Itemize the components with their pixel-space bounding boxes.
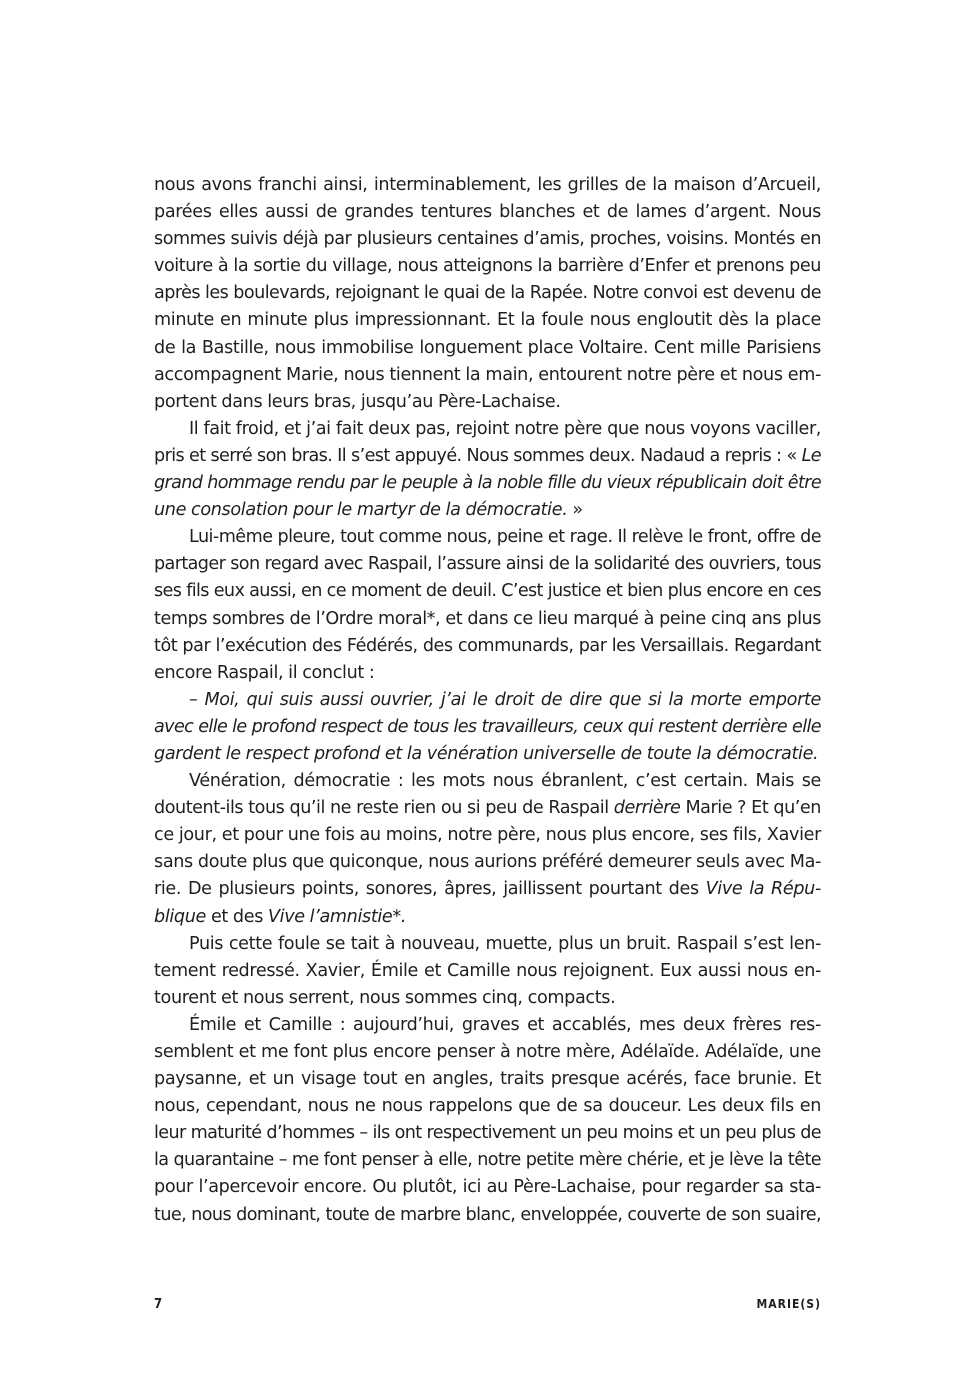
text-line bbox=[154, 470, 821, 497]
text-run: tue, nous dominant, toute de marbre blanc, enveloppée, couverte de son suaire, bbox=[154, 1204, 821, 1225]
text-run: leur maturité d’hommes – ils ont respectivement un peu moins et un peu plus de bbox=[154, 1123, 821, 1144]
text-line bbox=[154, 1012, 821, 1039]
text-line bbox=[154, 687, 821, 714]
text-run: Lui-même pleure, tout comme nous, peine et rage. Il relève le front, offre de bbox=[189, 527, 821, 548]
text-run: rie. De plusieurs points, sonores, âpres, jaillissent pourtant des bbox=[154, 879, 706, 900]
paragraph bbox=[154, 1012, 821, 1229]
text-run: tement redressé. Xavier, Émile et Camille nous rejoignent. Eux aussi nous en- bbox=[154, 960, 821, 981]
text-line bbox=[154, 443, 821, 470]
text-run: partager son regard avec Raspail, l’assure ainsi de la solidarité des ouvriers, tous bbox=[154, 554, 821, 575]
paragraph bbox=[154, 172, 821, 416]
text-run: Émile et Camille : aujourd’hui, graves et accablés, mes deux frères res- bbox=[189, 1014, 821, 1035]
text-line bbox=[154, 1039, 821, 1066]
italic-run: derrière bbox=[613, 798, 681, 819]
text-line bbox=[154, 822, 821, 849]
paragraph bbox=[154, 416, 821, 524]
text-line bbox=[154, 1093, 821, 1120]
italic-run: gardent le respect profond et la vénération universelle de toute la démocratie. bbox=[154, 743, 819, 764]
text-line bbox=[154, 1120, 821, 1147]
text-line bbox=[154, 335, 821, 362]
italic-run: une consolation pour le martyr de la démocratie. bbox=[154, 500, 568, 521]
text-line bbox=[154, 280, 821, 307]
text-line bbox=[154, 958, 821, 985]
italic-run: Le bbox=[801, 445, 821, 466]
text-run: voiture à la sortie du village, nous atteignons la barrière d’Enfer et prenons peu bbox=[154, 256, 821, 277]
text-line bbox=[154, 199, 821, 226]
text-run: pris et serré son bras. Il s’est appuyé. Nous sommes deux. Nadaud a repris : « bbox=[154, 445, 802, 466]
italic-run: – Moi, qui suis aussi ouvrier, j’ai le droit de dire que si la morte emporte bbox=[189, 689, 821, 710]
text-line bbox=[154, 362, 821, 389]
text-run: sommes suivis déjà par plusieurs centaines d’amis, proches, voisins. Montés en bbox=[154, 229, 821, 250]
text-run: semblent et me font plus encore penser à notre mère, Adélaïde. Adélaïde, une bbox=[154, 1042, 821, 1062]
italic-run: grand hommage rendu par le peuple à la noble fille du vieux républicain doit être bbox=[154, 473, 821, 494]
paragraph bbox=[154, 931, 821, 1012]
text-line bbox=[154, 931, 821, 958]
text-line bbox=[154, 172, 821, 199]
text-run: tôt par l’exécution des Fédérés, des communards, par les Versaillais. Regardant bbox=[154, 635, 821, 656]
text-line bbox=[154, 1066, 821, 1093]
text-run: portent dans leurs bras, jusqu’au Père-Lachaise. bbox=[154, 391, 561, 412]
text-run: sans doute plus que quiconque, nous aurions préféré demeurer seuls avec Ma- bbox=[154, 852, 821, 873]
text-line bbox=[154, 904, 821, 931]
text-run: » bbox=[567, 500, 583, 521]
text-run: accompagnent Marie, nous tiennent la main, entourent notre père et nous em- bbox=[154, 364, 821, 385]
text-line bbox=[154, 795, 821, 822]
text-line bbox=[154, 497, 821, 524]
text-run: de la Bastille, nous immobilise longuement place Voltaire. Cent mille Parisiens bbox=[154, 337, 821, 358]
page-footer bbox=[154, 1297, 821, 1317]
text-run: ce jour, et pour une fois au moins, notre père, nous plus encore, ses fils, Xavier bbox=[154, 825, 821, 846]
text-line bbox=[154, 578, 821, 605]
text-line bbox=[154, 389, 821, 416]
text-line bbox=[154, 524, 821, 551]
page-number: 7 bbox=[154, 1297, 163, 1312]
text-run: Vénération, démocratie : les mots nous ébranlent, c’est certain. Mais se bbox=[189, 771, 821, 792]
text-line bbox=[154, 741, 821, 768]
text-run: paysanne, et un visage tout en angles, traits presque acérés, face brunie. Et bbox=[154, 1069, 821, 1090]
text-run: nous, cependant, nous ne nous rappelons que de sa douceur. Les deux fils en bbox=[154, 1096, 821, 1117]
running-title: MARIE(S) bbox=[756, 1297, 821, 1311]
text-run: après les boulevards, rejoignant le quai de la Rapée. Notre convoi est devenu de bbox=[154, 283, 821, 304]
text-run: encore Raspail, il conclut : bbox=[154, 662, 375, 683]
text-run: parées elles aussi de grandes tentures blanches et de lames d’argent. Nous bbox=[154, 202, 821, 223]
text-run: doutent-ils tous qu’il ne reste rien ou si peu de Raspail bbox=[154, 798, 614, 819]
text-run: temps sombres de l’Ordre moral*, et dans ce lieu marqué à peine cinq ans plus bbox=[154, 608, 821, 629]
text-line bbox=[154, 606, 821, 633]
text-line bbox=[154, 768, 821, 795]
text-run: et des bbox=[206, 906, 268, 927]
text-run: ses fils eux aussi, en ce moment de deuil. C’est justice et bien plus encore en ces bbox=[154, 581, 821, 602]
text-line bbox=[154, 307, 821, 334]
paragraph bbox=[154, 524, 821, 687]
paragraph bbox=[154, 768, 821, 931]
italic-run: avec elle le profond respect de tous les travailleurs, ceux qui restent derrière elle bbox=[154, 716, 821, 737]
text-line bbox=[154, 416, 821, 443]
text-line bbox=[154, 849, 821, 876]
text-line bbox=[154, 1202, 821, 1229]
text-line bbox=[154, 714, 821, 741]
text-run: Il fait froid, et j’ai fait deux pas, rejoint notre père que nous voyons vaciller, bbox=[189, 418, 821, 439]
text-run: minute en minute plus impressionnant. Et la foule nous engloutit dès la place bbox=[154, 310, 821, 331]
text-line bbox=[154, 551, 821, 578]
paragraph bbox=[154, 687, 821, 768]
text-run: pour l’apercevoir encore. Ou plutôt, ici au Père-Lachaise, pour regarder sa sta- bbox=[154, 1177, 821, 1198]
text-line bbox=[154, 226, 821, 253]
text-line bbox=[154, 253, 821, 280]
text-line bbox=[154, 985, 821, 1012]
text-line bbox=[154, 660, 821, 687]
text-run: Marie ? Et qu’en bbox=[680, 798, 821, 819]
body-text bbox=[154, 172, 821, 1229]
text-run: nous avons franchi ainsi, interminablement, les grilles de la maison d’Arcueil, bbox=[154, 175, 821, 195]
italic-run: blique bbox=[154, 906, 206, 927]
text-line bbox=[154, 1174, 821, 1201]
text-line bbox=[154, 1147, 821, 1174]
italic-run: Vive l’amnistie*. bbox=[267, 906, 407, 927]
text-line bbox=[154, 876, 821, 903]
text-run: Puis cette foule se tait à nouveau, muette, plus un bruit. Raspail s’est len- bbox=[189, 933, 821, 954]
italic-run: Vive la Répu- bbox=[705, 879, 821, 900]
text-line bbox=[154, 633, 821, 660]
text-run: la quarantaine – me font penser à elle, notre petite mère chérie, et je lève la tête bbox=[154, 1150, 821, 1171]
text-run: tourent et nous serrent, nous sommes cinq, compacts. bbox=[154, 987, 616, 1008]
